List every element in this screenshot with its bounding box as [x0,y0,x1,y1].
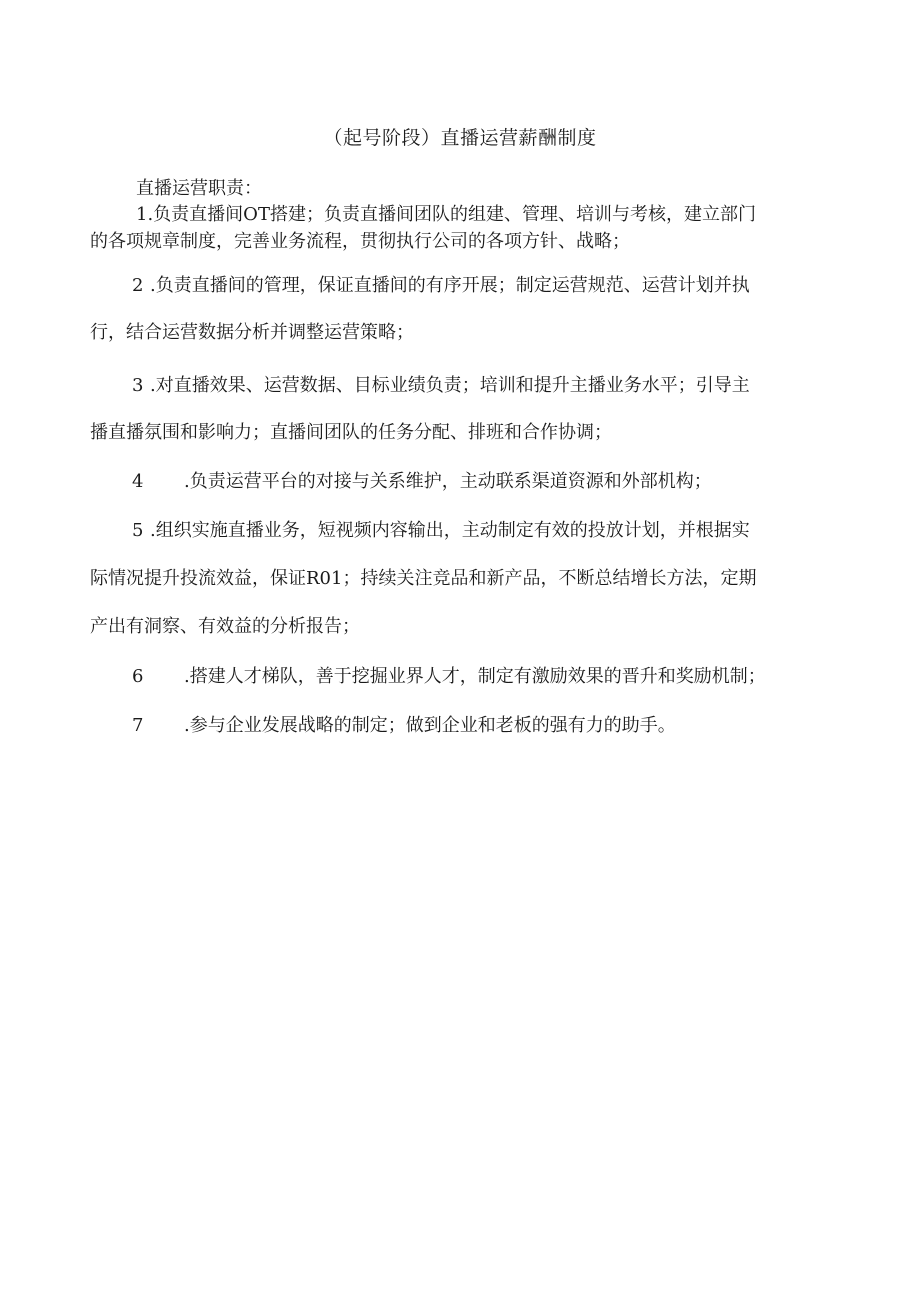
item-2-line-2: 行，结合运营数据分析并调整运营策略； [90,322,414,343]
item-5-line-1 [90,518,835,544]
item-5-line-3: 产出有洞察、有效益的分析报告； [90,616,360,637]
item-7-text-1: .参与企业发展战略的制定；做到企业和老板的强有力的助手。 [184,715,676,736]
item-2-line-1 [90,273,835,299]
item-1-line-2: 的各项规章制度，完善业务流程，贯彻执行公司的各项方针、战略； [90,231,630,252]
item-6-text-1: .搭建人才梯队，善于挖掘业界人才，制定有激励效果的晋升和奖励机制； [184,666,766,687]
item-1-line-1 [90,202,835,228]
item-2-number: 2 [132,275,144,296]
item-3-line-1 [90,373,835,399]
item-4-line-1 [90,469,835,495]
item-3-line-2: 播直播氛围和影响力；直播间团队的任务分配、排班和合作协调； [90,422,612,443]
item-4-number: 4 [132,471,144,492]
item-4-text-1: .负责运营平台的对接与关系维护，主动联系渠道资源和外部机构； [184,471,712,492]
item-5-line-2: 际情况提升投流效益，保证R01；持续关注竞品和新产品，不断总结增长方法，定期 [90,568,757,589]
item-6-line-1 [90,664,835,690]
intro-heading: 直播运营职责： [136,178,262,199]
item-2-text-1: .负责直播间的管理，保证直播间的有序开展；制定运营规范、运营计划并执 [150,275,750,296]
item-6-number: 6 [132,666,144,687]
item-7-number: 7 [132,715,144,736]
item-7-line-1 [90,713,835,739]
item-5-number: 5 [132,520,144,541]
item-1-text-1: 负责直播间OT搭建；负责直播间团队的组建、管理、培训与考核，建立部门 [153,204,756,225]
item-1-number: 1. [136,204,154,225]
item-5-text-1: .组织实施直播业务，短视频内容输出，主动制定有效的投放计划，并根据实 [150,520,750,541]
document-title: （起号阶段）直播运营薪酬制度 [323,127,597,149]
item-3-number: 3 [132,375,144,396]
item-3-text-1: .对直播效果、运营数据、目标业绩负责；培训和提升主播业务水平；引导主 [150,375,750,396]
